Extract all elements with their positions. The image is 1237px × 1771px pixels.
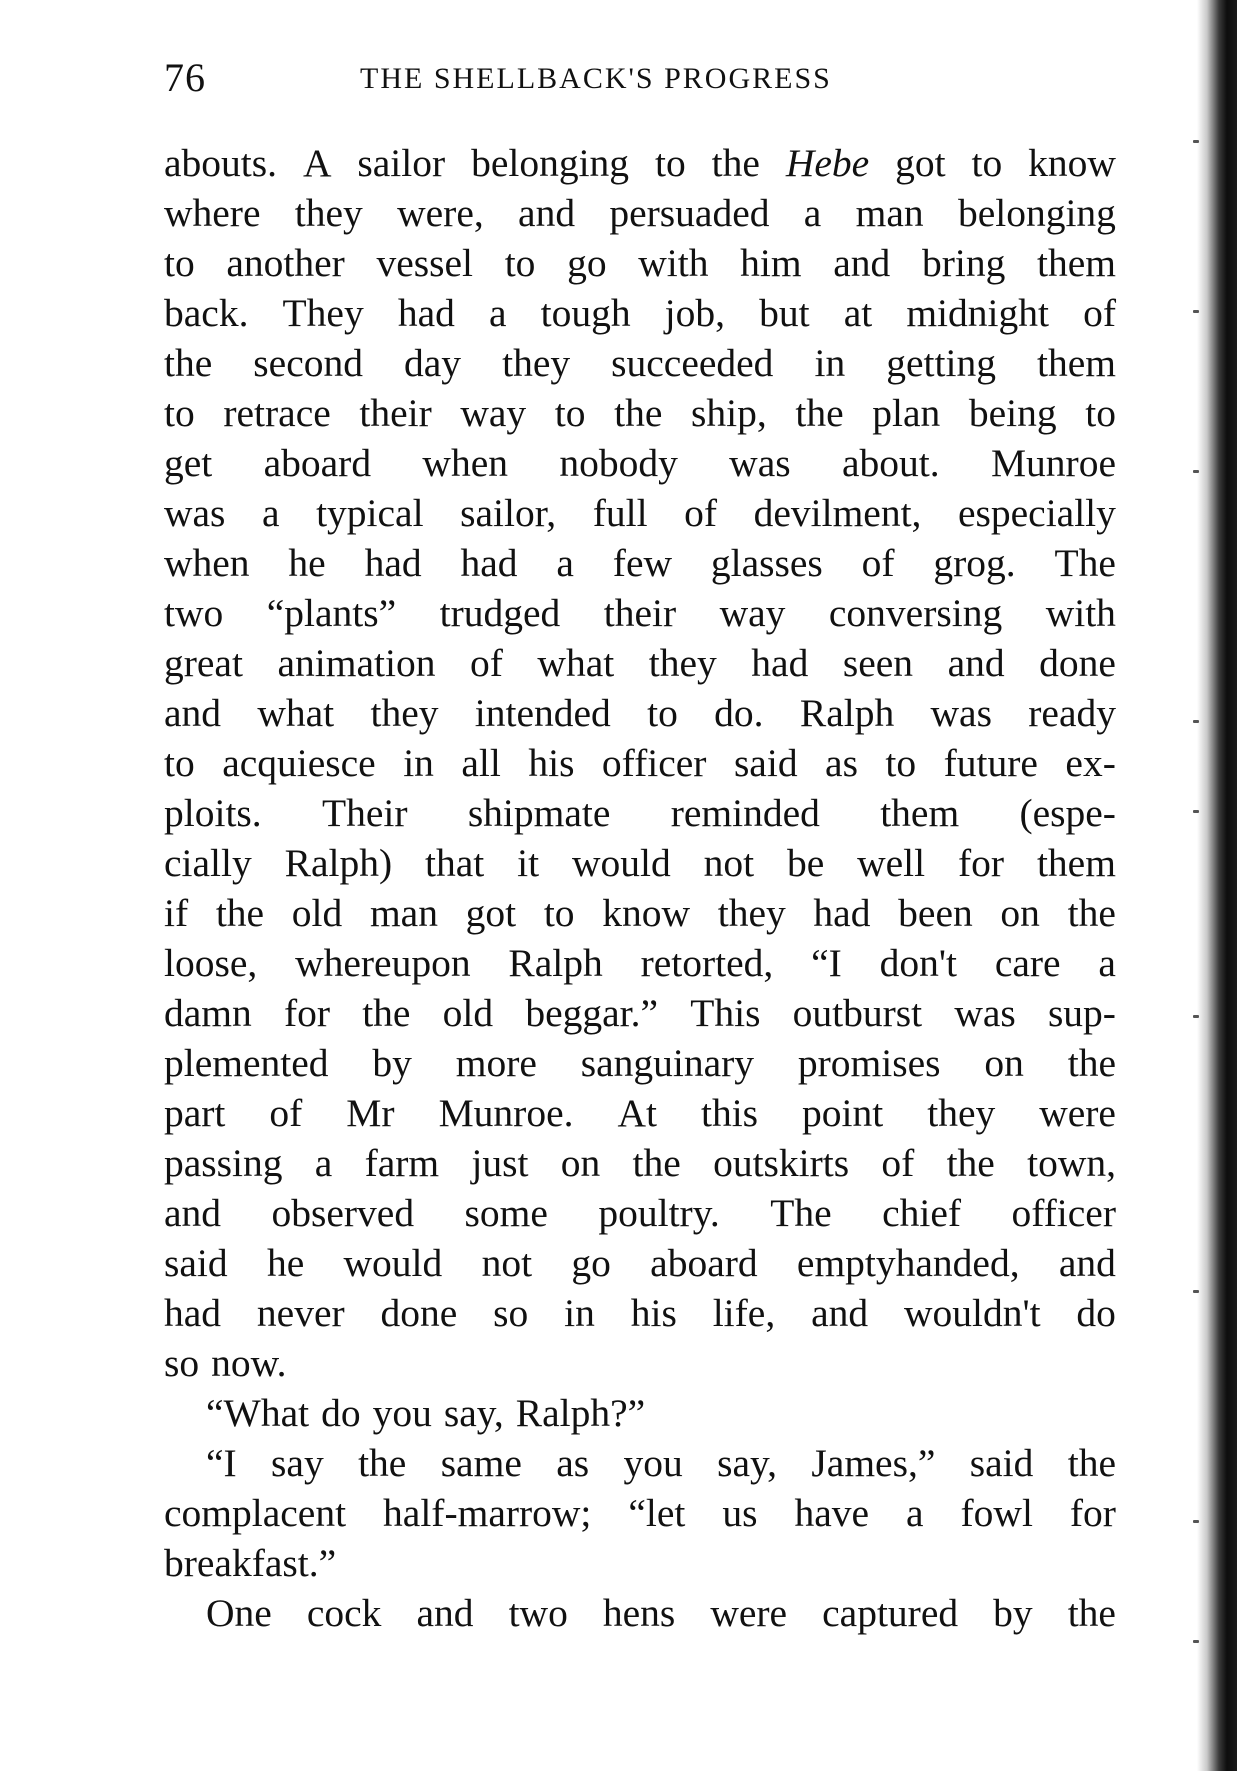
- text-word: to: [647, 691, 678, 735]
- text-word: fowl: [960, 1491, 1033, 1535]
- text-word: had: [364, 541, 422, 585]
- text-word: The: [1054, 541, 1116, 585]
- text-word: wouldn't: [903, 1291, 1041, 1335]
- text-line: [164, 338, 1116, 388]
- text-line: [164, 238, 1116, 288]
- text-word: do.: [714, 691, 764, 735]
- text-word: where: [164, 191, 261, 235]
- text-word: damn: [164, 991, 252, 1035]
- text-word: At: [617, 1091, 657, 1135]
- text-word: for: [1069, 1491, 1116, 1535]
- text-word: day: [404, 341, 462, 385]
- text-word: said: [969, 1441, 1034, 1485]
- text-line: [164, 138, 1116, 188]
- text-word: breakfast.”: [164, 1541, 337, 1585]
- text-word: ex-: [1065, 741, 1116, 785]
- text-word: the: [1067, 891, 1116, 935]
- text-word: with: [638, 241, 709, 285]
- text-word: to: [1085, 391, 1116, 435]
- text-word: us: [722, 1491, 758, 1535]
- text-word: point: [802, 1091, 884, 1135]
- text-line: [164, 1488, 1116, 1538]
- text-word: intended: [474, 691, 611, 735]
- text-word: life,: [712, 1291, 776, 1335]
- text-word: aboard: [650, 1241, 758, 1285]
- text-word: midnight: [906, 291, 1049, 335]
- text-word: some: [464, 1191, 548, 1235]
- text-line: [164, 588, 1116, 638]
- text-word: on: [1000, 891, 1040, 935]
- text-word: say,: [443, 1391, 504, 1435]
- text-word: this: [700, 1091, 759, 1135]
- text-word: a: [314, 1141, 333, 1185]
- text-word: sailor,: [460, 491, 557, 535]
- text-word: persuaded: [609, 191, 770, 235]
- text-word: was: [930, 691, 992, 735]
- text-word: a: [488, 291, 507, 335]
- text-word: more: [455, 1041, 537, 1085]
- text-word: in: [403, 741, 434, 785]
- text-word: the: [362, 991, 411, 1035]
- text-word: say: [271, 1441, 324, 1485]
- text-word: them: [880, 791, 960, 835]
- text-word: animation: [277, 641, 436, 685]
- text-word: and: [811, 1291, 869, 1335]
- text-word: say,: [717, 1441, 778, 1485]
- scan-speck: [1193, 720, 1199, 723]
- text-word: and: [164, 691, 222, 735]
- text-word: the: [215, 891, 265, 935]
- text-word: bring: [921, 241, 1006, 285]
- text-word: to: [885, 741, 917, 785]
- text-line: [164, 1588, 1116, 1638]
- text-word: he: [266, 1241, 305, 1285]
- scan-speck: [1193, 1015, 1199, 1018]
- text-word: by: [993, 1591, 1033, 1635]
- text-word: of: [269, 1091, 303, 1135]
- text-word: know: [602, 891, 691, 935]
- text-word: had: [460, 541, 518, 585]
- running-title: THE SHELLBACK'S PROGRESS: [360, 62, 832, 95]
- text-word: had: [397, 291, 455, 335]
- text-word: another: [226, 241, 345, 285]
- text-line: [164, 1288, 1116, 1338]
- text-line: [164, 1538, 1116, 1588]
- text-word: The: [770, 1191, 832, 1235]
- text-word: on: [984, 1041, 1024, 1085]
- text-word: This: [690, 991, 761, 1035]
- text-word: don't: [879, 941, 957, 985]
- text-word: beggar.”: [525, 991, 659, 1035]
- text-word: they: [370, 691, 439, 735]
- text-word: tough: [540, 291, 631, 335]
- text-word: go: [567, 241, 607, 285]
- scan-speck: [1193, 310, 1199, 313]
- text-word: town,: [1027, 1141, 1116, 1185]
- text-word: were,: [397, 191, 484, 235]
- text-word: reminded: [670, 791, 820, 835]
- body-text: [164, 138, 1116, 1638]
- text-word: being: [968, 391, 1057, 435]
- text-word: whereupon: [295, 941, 471, 985]
- text-word: of: [469, 641, 503, 685]
- text-word: complacent: [164, 1491, 347, 1535]
- text-word: they: [717, 891, 786, 935]
- text-word: shipmate: [467, 791, 611, 835]
- text-word: nobody: [559, 441, 678, 485]
- text-word: had: [751, 641, 809, 685]
- text-word: trudged: [439, 591, 561, 635]
- text-word: a: [261, 491, 280, 535]
- text-word: back.: [164, 291, 249, 335]
- text-word: passing: [164, 1141, 283, 1185]
- text-line: [164, 1438, 1116, 1488]
- text-word: would: [571, 841, 671, 885]
- text-word: of: [1083, 291, 1116, 335]
- text-word: never: [256, 1291, 345, 1335]
- text-word: a: [803, 191, 822, 235]
- text-word: Their: [321, 791, 408, 835]
- text-word: his: [528, 741, 575, 785]
- text-word: Ralph: [508, 941, 603, 985]
- text-word: know: [1028, 141, 1116, 185]
- text-word: of: [881, 1141, 915, 1185]
- text-word: so: [493, 1291, 529, 1335]
- text-line: [164, 738, 1116, 788]
- text-word: they: [502, 341, 571, 385]
- text-word: said: [164, 1241, 228, 1285]
- text-word: conversing: [828, 591, 1003, 635]
- text-word: do: [321, 1391, 361, 1435]
- text-word: as: [825, 741, 858, 785]
- text-word: and: [947, 641, 1005, 685]
- text-word: Ralph: [799, 691, 895, 735]
- text-word: were: [710, 1591, 788, 1635]
- text-word: poultry.: [598, 1191, 720, 1235]
- text-word: retorted,: [640, 941, 774, 985]
- text-word: succeeded: [611, 341, 774, 385]
- text-word: in: [564, 1291, 595, 1335]
- text-word: to: [654, 141, 686, 185]
- text-word: they: [927, 1091, 996, 1135]
- text-word: Munroe: [990, 441, 1116, 485]
- text-word: to: [164, 741, 195, 785]
- text-word: retrace: [223, 391, 331, 435]
- text-word: so: [164, 1341, 200, 1385]
- text-word: was: [729, 441, 791, 485]
- text-word: ship,: [691, 391, 767, 435]
- text-word: getting: [886, 341, 996, 385]
- text-word: all: [461, 741, 501, 785]
- text-word: ploits.: [164, 791, 262, 835]
- text-word: not: [703, 841, 755, 885]
- page-header: [160, 54, 940, 104]
- text-line: [164, 1088, 1116, 1138]
- text-word: and: [1058, 1241, 1116, 1285]
- text-word: “I: [206, 1441, 237, 1485]
- text-word: James,”: [811, 1441, 936, 1485]
- text-word: to: [971, 141, 1003, 185]
- text-word: when: [422, 441, 508, 485]
- text-word: just: [471, 1141, 529, 1185]
- text-word: as: [556, 1441, 590, 1485]
- text-word: got: [465, 891, 517, 935]
- text-word: were: [1039, 1091, 1116, 1135]
- text-word: acquiesce: [222, 741, 376, 785]
- text-word: them: [1036, 841, 1116, 885]
- text-word: the: [614, 391, 663, 435]
- text-word: at: [843, 291, 873, 335]
- text-word: grog.: [933, 541, 1016, 585]
- text-word: One: [206, 1591, 272, 1635]
- text-line: [164, 888, 1116, 938]
- text-word: They: [282, 291, 364, 335]
- text-word: about.: [841, 441, 940, 485]
- scan-speck: [1193, 1290, 1199, 1293]
- text-word: and: [833, 241, 891, 285]
- text-word: farm: [364, 1141, 440, 1185]
- text-word: their: [359, 391, 432, 435]
- text-word: great: [164, 641, 243, 685]
- scan-speck: [1193, 1640, 1199, 1643]
- text-word: do: [1076, 1291, 1116, 1335]
- text-word: of: [684, 491, 718, 535]
- text-word: get: [164, 441, 213, 485]
- text-word: well: [857, 841, 926, 885]
- text-word: seen: [842, 641, 914, 685]
- text-word: was: [954, 991, 1016, 1035]
- text-line: [164, 988, 1116, 1038]
- text-word: it: [517, 841, 540, 885]
- text-word: old: [442, 991, 494, 1035]
- text-word: sup-: [1047, 991, 1116, 1035]
- text-word: half-marrow;: [383, 1491, 592, 1535]
- text-word: them: [1037, 241, 1116, 285]
- text-word: Ralph?”: [515, 1391, 646, 1435]
- text-word: a: [906, 1491, 924, 1535]
- text-word: outskirts: [713, 1141, 850, 1185]
- text-line: [164, 788, 1116, 838]
- text-word: not: [481, 1241, 533, 1285]
- text-word: second: [253, 341, 363, 385]
- text-word: Ralph): [284, 841, 393, 885]
- text-word: the: [1067, 1591, 1116, 1635]
- scan-speck: [1193, 1520, 1199, 1523]
- text-word: A: [302, 141, 332, 185]
- text-word: ready: [1028, 691, 1116, 735]
- text-word: got: [895, 141, 946, 185]
- text-word: Munroe.: [438, 1091, 574, 1135]
- text-word: when: [164, 541, 250, 585]
- text-word: observed: [271, 1191, 415, 1235]
- text-word: care: [994, 941, 1061, 985]
- text-word: aboard: [263, 441, 372, 485]
- scan-speck: [1193, 470, 1199, 473]
- text-word: man: [369, 891, 438, 935]
- text-word: “What: [206, 1391, 310, 1435]
- text-word: been: [898, 891, 973, 935]
- text-word: emptyhanded,: [796, 1241, 1020, 1285]
- scan-speck: [1193, 810, 1199, 813]
- text-word: the: [795, 391, 844, 435]
- text-word: his: [630, 1291, 677, 1335]
- text-line: [164, 188, 1116, 238]
- text-word: you: [372, 1391, 432, 1435]
- text-word: “plants”: [266, 591, 397, 635]
- text-word: done: [380, 1291, 458, 1335]
- text-word: Hebe: [785, 141, 870, 185]
- text-line: [164, 938, 1116, 988]
- text-word: loose,: [164, 941, 258, 985]
- text-word: to: [504, 241, 536, 285]
- text-word: belonging: [471, 141, 630, 185]
- text-word: the: [946, 1141, 995, 1185]
- text-word: to: [164, 241, 195, 285]
- text-word: future: [943, 741, 1038, 785]
- text-word: by: [372, 1041, 412, 1085]
- text-word: they: [648, 641, 717, 685]
- text-word: cially: [164, 841, 252, 885]
- text-line: [164, 488, 1116, 538]
- text-word: typical: [316, 491, 424, 535]
- text-line: [164, 838, 1116, 888]
- text-word: cock: [306, 1591, 382, 1635]
- text-word: them: [1036, 341, 1116, 385]
- text-word: and: [416, 1591, 474, 1635]
- text-word: for: [283, 991, 331, 1035]
- text-line: [164, 538, 1116, 588]
- text-word: if: [164, 891, 189, 935]
- text-word: especially: [957, 491, 1116, 535]
- page-number: 76: [164, 55, 206, 100]
- text-word: have: [794, 1491, 870, 1535]
- text-word: was: [164, 491, 226, 535]
- text-word: the: [711, 141, 760, 185]
- text-word: (espe-: [1019, 791, 1116, 835]
- text-word: the: [164, 341, 213, 385]
- text-word: with: [1045, 591, 1116, 635]
- text-word: glasses: [710, 541, 823, 585]
- text-word: plan: [872, 391, 941, 435]
- text-word: belonging: [957, 191, 1116, 235]
- text-word: a: [1098, 941, 1116, 985]
- text-word: to: [554, 391, 586, 435]
- text-word: but: [759, 291, 810, 335]
- text-word: “I: [811, 941, 842, 985]
- text-word: would: [343, 1241, 443, 1285]
- text-word: part: [164, 1091, 226, 1135]
- text-word: chief: [882, 1191, 962, 1235]
- text-word: old: [291, 891, 343, 935]
- text-word: the: [632, 1141, 681, 1185]
- text-word: promises: [797, 1041, 941, 1085]
- text-line: [164, 1138, 1116, 1188]
- text-word: sailor: [357, 141, 446, 185]
- text-word: had: [813, 891, 871, 935]
- text-word: captured: [822, 1591, 959, 1635]
- text-line: [164, 1188, 1116, 1238]
- text-line: [164, 438, 1116, 488]
- text-line: [164, 288, 1116, 338]
- text-word: to: [543, 891, 575, 935]
- text-word: “let: [628, 1491, 686, 1535]
- text-word: done: [1039, 641, 1116, 685]
- text-line: [164, 1338, 1116, 1388]
- text-line: [164, 638, 1116, 688]
- text-word: had: [164, 1291, 222, 1335]
- text-word: to: [164, 391, 195, 435]
- text-word: a: [556, 541, 574, 585]
- text-word: outburst: [792, 991, 923, 1035]
- text-word: devilment,: [753, 491, 922, 535]
- text-word: man: [855, 191, 924, 235]
- text-word: now.: [211, 1341, 287, 1385]
- text-word: they: [294, 191, 363, 235]
- text-word: officer: [601, 741, 707, 785]
- text-word: way: [719, 591, 786, 635]
- text-word: the: [358, 1441, 407, 1485]
- text-word: of: [861, 541, 895, 585]
- text-line: [164, 1238, 1116, 1288]
- text-word: vessel: [376, 241, 474, 285]
- text-word: him: [740, 241, 802, 285]
- text-line: [164, 1038, 1116, 1088]
- text-word: be: [786, 841, 825, 885]
- text-word: two: [164, 591, 224, 635]
- binding-edge: [1197, 0, 1237, 1771]
- text-word: you: [623, 1441, 683, 1485]
- text-word: in: [814, 341, 846, 385]
- text-word: plemented: [164, 1041, 329, 1085]
- text-word: way: [460, 391, 527, 435]
- text-word: the: [1067, 1441, 1116, 1485]
- text-word: same: [440, 1441, 522, 1485]
- text-word: and: [518, 191, 576, 235]
- text-word: officer: [1011, 1191, 1116, 1235]
- text-word: that: [425, 841, 485, 885]
- text-word: full: [592, 491, 648, 535]
- text-word: their: [603, 591, 677, 635]
- text-word: abouts.: [164, 141, 278, 185]
- text-line: [164, 688, 1116, 738]
- text-word: what: [257, 691, 335, 735]
- text-word: Mr: [346, 1091, 395, 1135]
- text-word: what: [537, 641, 615, 685]
- text-word: go: [571, 1241, 611, 1285]
- text-word: sanguinary: [580, 1041, 755, 1085]
- text-word: and: [164, 1191, 222, 1235]
- text-word: for: [958, 841, 1005, 885]
- text-word: said: [733, 741, 798, 785]
- scan-speck: [1193, 140, 1199, 143]
- text-word: the: [1067, 1041, 1116, 1085]
- text-line: [164, 1388, 1116, 1438]
- text-word: two: [508, 1591, 568, 1635]
- text-word: on: [560, 1141, 601, 1185]
- text-word: he: [288, 541, 326, 585]
- text-word: few: [612, 541, 673, 585]
- text-word: hens: [602, 1591, 676, 1635]
- text-line: [164, 388, 1116, 438]
- text-word: job,: [664, 291, 726, 335]
